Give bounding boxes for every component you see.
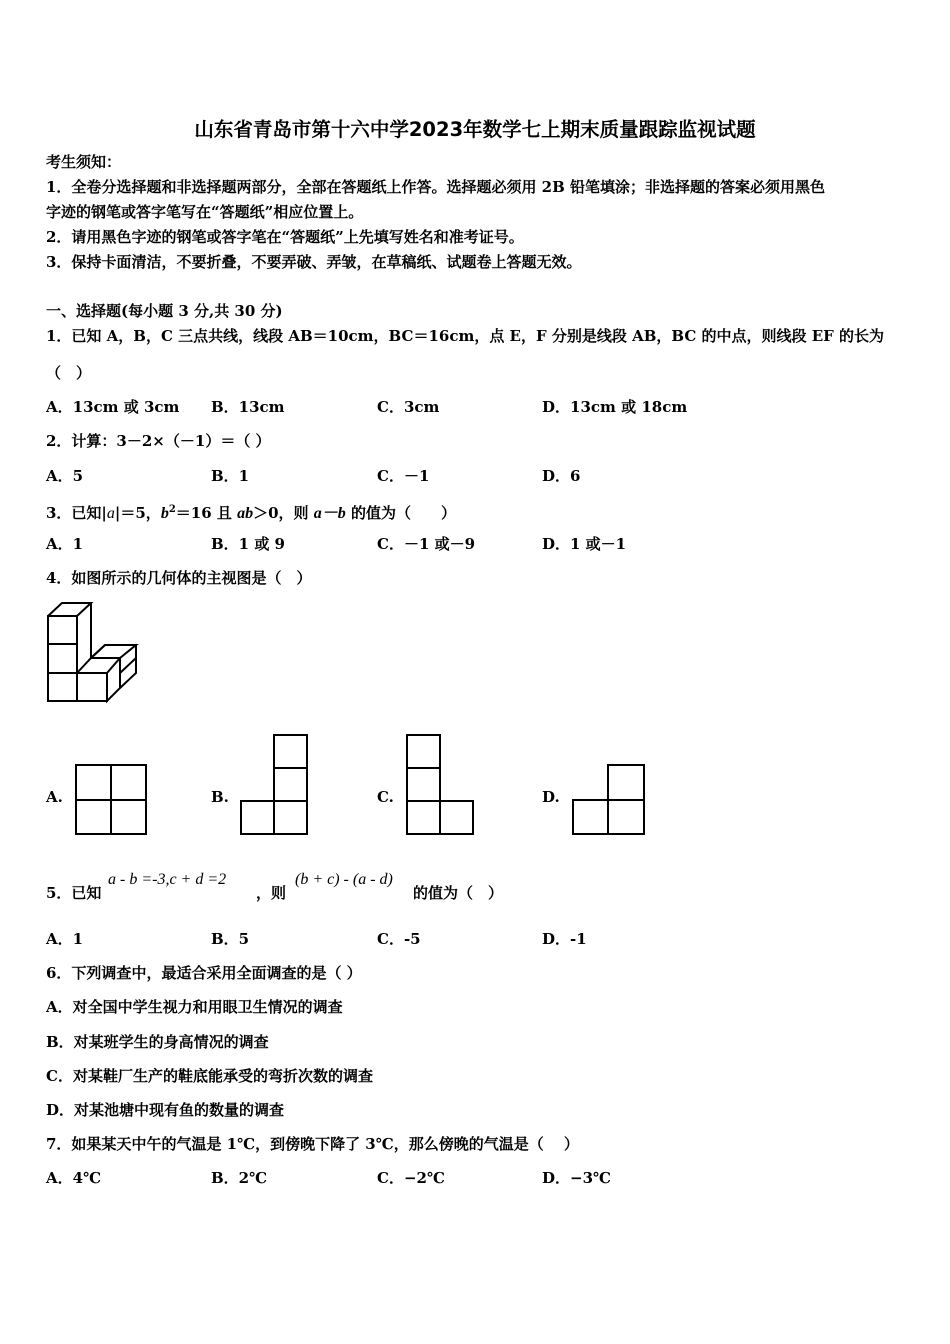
q7-option-d: D．−3℃ bbox=[542, 1169, 611, 1187]
q5-condition-formula: a - b =-3,c + d =2 bbox=[108, 871, 227, 888]
q4-option-d-figure bbox=[572, 764, 648, 836]
q3-text-1: 3．已知| bbox=[46, 504, 107, 522]
q3-var-b: b bbox=[160, 505, 169, 522]
q3-option-a: A．1 bbox=[46, 535, 84, 553]
q5-stem-then: ，则 bbox=[256, 884, 287, 902]
q4-option-b-figure bbox=[240, 734, 310, 836]
q1-option-b: B．13cm bbox=[211, 398, 285, 416]
q3-var-a-minus-b: a－b bbox=[313, 505, 346, 522]
q3-option-b: B．1 或 9 bbox=[211, 535, 285, 553]
q5-stem-suffix: 的值为（ ） bbox=[413, 884, 504, 902]
q5-option-a: A．1 bbox=[46, 930, 84, 948]
q3-option-c: C．－1 或－9 bbox=[377, 535, 476, 553]
q4-option-a-label: A. bbox=[46, 788, 63, 806]
notice-line-1a: 1．全卷分选择题和非选择题两部分，全部在答题纸上作答。选择题必须用 2B 铅笔填涂；非选择题的答案必须用黑色 bbox=[46, 178, 826, 196]
q6-option-c: C．对某鞋厂生产的鞋底能承受的弯折次数的调查 bbox=[46, 1067, 373, 1085]
q3-exponent: 2 bbox=[168, 504, 176, 515]
q4-solid-figure bbox=[44, 598, 144, 706]
q3-stem bbox=[46, 500, 456, 524]
q3-text-5: 的值为（ ） bbox=[345, 504, 457, 522]
q6-option-b: B．对某班学生的身高情况的调查 bbox=[46, 1033, 269, 1051]
q3-text-2: |＝5， bbox=[114, 504, 161, 522]
notice-line-3: 3．保持卡面清洁，不要折叠，不要弄破、弄皱，在草稿纸、试题卷上答题无效。 bbox=[46, 253, 582, 271]
q2-option-d: D．6 bbox=[542, 467, 581, 485]
q3-var-a: a bbox=[106, 505, 115, 522]
q7-stem: 7．如果某天中午的气温是 1℃，到傍晚下降了 3℃，那么傍晚的气温是（ ） bbox=[46, 1135, 579, 1153]
q1-stem-bracket: （ ） bbox=[46, 364, 92, 382]
notice-heading: 考生须知： bbox=[46, 153, 122, 171]
notice-line-1b: 字迹的钢笔或答字笔写在“答题纸”相应位置上。 bbox=[46, 203, 364, 221]
q3-text-3: ＝16 且 bbox=[175, 504, 238, 522]
q2-option-a: A．5 bbox=[46, 467, 84, 485]
notice-line-2: 2．请用黑色字迹的钢笔或答字笔在“答题纸”上先填写姓名和准考证号。 bbox=[46, 228, 524, 246]
q7-option-c: C．−2℃ bbox=[377, 1169, 445, 1187]
q6-option-a: A．对全国中学生视力和用眼卫生情况的调查 bbox=[46, 998, 343, 1016]
q1-stem: 1．已知 A，B，C 三点共线，线段 AB＝10cm，BC＝16cm，点 E，F 分别是线段 AB，BC 的中点，则线段 EF 的长为 bbox=[46, 327, 885, 345]
section-heading: 一、选择题(每小题 3 分,共 30 分) bbox=[46, 302, 283, 320]
q3-text-4: ＞0，则 bbox=[253, 504, 314, 522]
q4-option-c-figure bbox=[406, 734, 476, 836]
q5-stem-prefix: 5．已知 bbox=[46, 884, 102, 902]
q4-option-a-figure bbox=[75, 764, 149, 836]
q5-option-b: B．5 bbox=[211, 930, 250, 948]
q1-option-a: A．13cm 或 3cm bbox=[46, 398, 180, 416]
q7-option-b: B．2℃ bbox=[211, 1169, 268, 1187]
q7-option-a: A．4℃ bbox=[46, 1169, 102, 1187]
q2-stem: 2．计算：3－2×（－1）＝（ ） bbox=[46, 432, 271, 450]
q6-stem: 6．下列调查中，最适合采用全面调查的是（ ） bbox=[46, 964, 362, 982]
q2-option-b: B．1 bbox=[211, 467, 250, 485]
q3-option-d: D．1 或－1 bbox=[542, 535, 627, 553]
q5-option-d: D．-1 bbox=[542, 930, 587, 948]
q1-option-c: C．3cm bbox=[377, 398, 440, 416]
q2-option-c: C．－1 bbox=[377, 467, 430, 485]
q3-var-ab: ab bbox=[237, 505, 254, 522]
q4-stem: 4．如图所示的几何体的主视图是（ ） bbox=[46, 569, 312, 587]
q4-option-d-label: D. bbox=[542, 788, 560, 806]
q4-option-b-label: B. bbox=[211, 788, 229, 806]
q1-option-d: D．13cm 或 18cm bbox=[542, 398, 688, 416]
exam-title: 山东省青岛市第十六中学2023年数学七上期末质量跟踪监视试题 bbox=[194, 118, 756, 141]
q6-option-d: D．对某池塘中现有鱼的数量的调查 bbox=[46, 1101, 285, 1119]
q4-option-c-label: C. bbox=[377, 788, 394, 806]
q5-option-c: C．-5 bbox=[377, 930, 421, 948]
q5-expression-formula: (b + c) - (a - d) bbox=[295, 871, 393, 888]
